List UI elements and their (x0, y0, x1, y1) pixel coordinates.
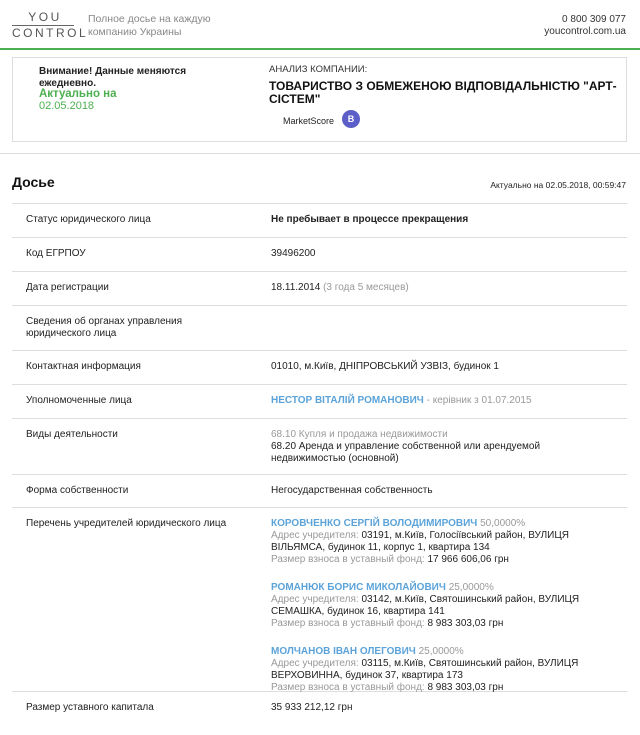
dossier-table (12, 203, 627, 726)
founder-share: 50,0000% (480, 518, 526, 529)
logo-bottom-text: CONTROL (12, 26, 89, 40)
activities-value (271, 429, 616, 465)
table-row-capital (12, 692, 627, 726)
activities-label: Виды деятельности (26, 429, 118, 440)
edrpou-value: 39496200 (271, 248, 316, 259)
table-row-status (12, 204, 627, 238)
actual-label: Актуально на (39, 88, 117, 100)
phone-number[interactable]: 0 800 309 077 (562, 14, 626, 25)
founder-item (271, 646, 616, 694)
table-row-contact (12, 351, 627, 385)
analysis-label: АНАЛИЗ КОМПАНИИ: (269, 64, 368, 75)
youcontrol-logo[interactable] (12, 10, 89, 40)
header-contacts (544, 14, 626, 38)
activity-primary: 68.20 Аренда и управление собственной или арендуемой недвижимостью (основной) (271, 441, 541, 464)
section-divider (0, 153, 640, 154)
authorized-label: Уполномоченные лица (26, 395, 132, 406)
reg-date-age: (3 года 5 месяцев) (323, 282, 409, 293)
founders-label: Перечень учредителей юридического лица (26, 518, 227, 529)
edrpou-label: Код ЕГРПОУ (26, 248, 86, 259)
table-row-edrpou (12, 238, 627, 272)
status-value: Не пребывает в процессе прекращения (271, 214, 469, 225)
table-row-reg-date (12, 272, 627, 306)
founder-name-link[interactable]: РОМАНЮК БОРИС МИКОЛАЙОВИЧ (271, 582, 446, 593)
founders-list (271, 518, 616, 694)
founder-contribution: 8 983 303,03 грн (427, 682, 504, 693)
authorized-value (271, 395, 616, 407)
contact-label: Контактная информация (26, 361, 141, 372)
contact-value: 01010, м.Київ, ДНІПРОВСЬКИЙ УЗВІЗ, будинок 1 (271, 361, 499, 372)
founder-share: 25,0000% (418, 646, 464, 657)
header-tagline: Полное досье на каждую компанию Украины (88, 13, 211, 38)
reg-date-label: Дата регистрации (26, 282, 109, 293)
table-row-ownership (12, 475, 627, 508)
table-row-authorized (12, 385, 627, 419)
company-name: ТОВАРИСТВО З ОБМЕЖЕНОЮ ВІДПОВІДАЛЬНІСТЮ "АРТ-СІСТЕМ" (269, 79, 617, 106)
activity-secondary: 68.10 Купля и продажа недвижимости (271, 429, 448, 440)
table-row-governance (12, 306, 627, 351)
founder-address: 03142, м.Київ, Святошинський район, ВУЛИЦЯ СЕМАШКА, будинок 16, квартира 141 (271, 594, 580, 617)
data-warning: Внимание! Данные меняются ежедневно. (39, 66, 187, 89)
table-row-activities (12, 419, 627, 475)
founder-share: 25,0000% (448, 582, 494, 593)
ownership-value: Негосударственная собственность (271, 485, 433, 496)
founder-contribution: 17 966 606,06 грн (427, 554, 509, 565)
logo-top-text: YOU (28, 10, 62, 24)
founder-address: 03115, м.Київ, Святошинський район, ВУЛИЦЯ ВЕРХОВИННА, будинок 37, квартира 173 (271, 658, 579, 681)
site-header (0, 0, 640, 50)
founder-address-label: Адрес учредителя: (271, 530, 359, 541)
founder-contribution-label: Размер взноса в уставный фонд: (271, 554, 425, 565)
founder-address: 03191, м.Київ, Голосіївський район, ВУЛИЦЯ ВІЛЬЯМСА, будинок 11, корпус 1, квартира 134 (271, 530, 569, 553)
reg-date-value (271, 282, 616, 294)
capital-value: 35 933 212,12 грн (271, 702, 353, 713)
actual-date: 02.05.2018 (39, 100, 95, 112)
marketscore-label: MarketScore (283, 116, 335, 126)
capital-label: Размер уставного капитала (26, 702, 154, 713)
dossier-title: Досье (12, 174, 55, 190)
founder-contribution: 8 983 303,03 грн (427, 618, 504, 629)
founder-item (271, 582, 616, 630)
founder-name-link[interactable]: КОРОВЧЕНКО СЕРГІЙ ВОЛОДИМИРОВИЧ (271, 518, 478, 529)
authorized-role: - керівник з 01.07.2015 (426, 395, 532, 406)
authorized-person-link[interactable]: НЕСТОР ВІТАЛІЙ РОМАНОВИЧ (271, 395, 424, 406)
founder-name-link[interactable]: МОЛЧАНОВ ІВАН ОЛЕГОВИЧ (271, 646, 416, 657)
governance-label: Сведения об органах управления юридического лица (26, 316, 183, 339)
status-label: Статус юридического лица (26, 214, 151, 225)
site-link[interactable]: youcontrol.com.ua (544, 26, 626, 37)
marketscore-badge: B (342, 110, 360, 128)
founder-contribution-label: Размер взноса в уставный фонд: (271, 618, 425, 629)
founder-address-label: Адрес учредителя: (271, 594, 359, 605)
table-row-founders (12, 508, 627, 692)
founder-contribution-label: Размер взноса в уставный фонд: (271, 682, 425, 693)
founder-item (271, 518, 616, 566)
founder-address-label: Адрес учредителя: (271, 658, 359, 669)
ownership-label: Форма собственности (26, 485, 129, 496)
company-summary-box (12, 57, 627, 142)
dossier-actual-timestamp: Актуально на 02.05.2018, 00:59:47 (490, 180, 626, 190)
reg-date: 18.11.2014 (271, 282, 321, 293)
